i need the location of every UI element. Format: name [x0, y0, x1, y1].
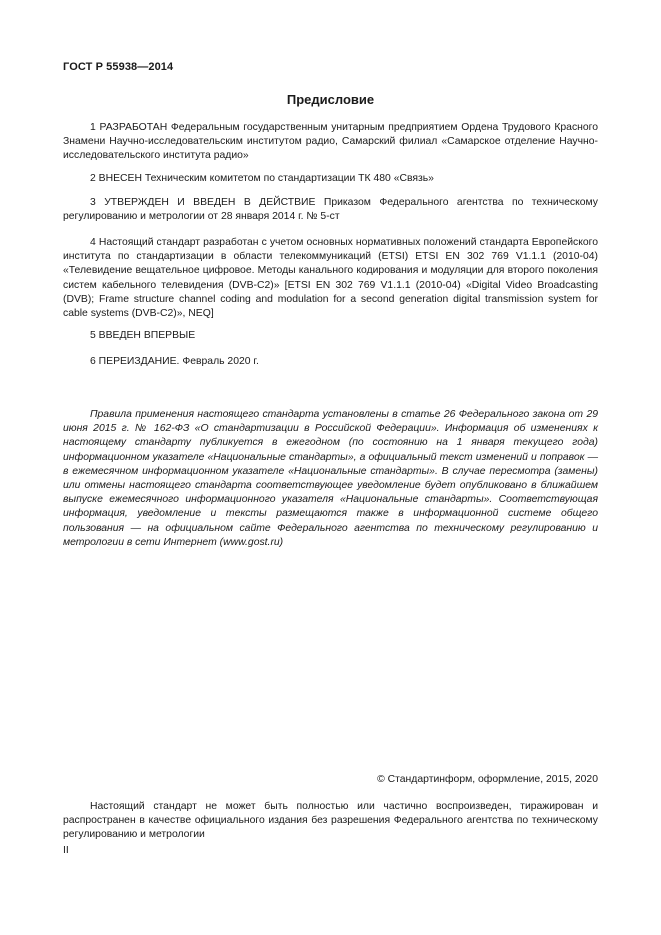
copyright-line: © Стандартинформ, оформление, 2015, 2020 — [377, 774, 598, 785]
page-number: II — [63, 845, 69, 856]
page-title: Предисловие — [286, 92, 375, 107]
paragraph-4: 4 Настоящий стандарт разработан с учетом основных нормативных положений стандарта Европейского института по стандартизации в области телекоммуникаций (ETSI) ETSI EN 302 769 V1.1.1 (2010-04) «Телевидение вещательное цифровое. Методы канального кодирования и модуляции для второго поколения систем кабельного телевидения (DVB-C2)» [ETSI EN 302 769 V1.1.1 (2010-04) «Digital Video Broadcasting (DVB); Frame structure channel coding and modulation for a second generation digital transmission system for cable systems (DVB-C2)», NEQ] — [63, 237, 598, 320]
paragraph-2: 2 ВНЕСЕН Техническим комитетом по стандартизации ТК 480 «Связь» — [90, 173, 434, 184]
standard-code-header: ГОСТ Р 55938—2014 — [63, 61, 174, 73]
paragraph-5: 5 ВВЕДЕН ВПЕРВЫЕ — [90, 330, 196, 341]
reproduction-notice: Настоящий стандарт не может быть полностью или частично воспроизведен, тиражирован и распространен в качестве официального издания без разрешения Федерального агентства по техническому регулированию и метрологии — [63, 801, 598, 841]
paragraph-6: 6 ПЕРЕИЗДАНИЕ. Февраль 2020 г. — [90, 356, 259, 367]
paragraph-3: 3 УТВЕРЖДЕН И ВВЕДЕН В ДЕЙСТВИЕ Приказом Федерального агентства по техническому регулированию и метрологии от 28 января 2014 г. № 5-ст — [63, 197, 598, 223]
paragraph-1: 1 РАЗРАБОТАН Федеральным государственным унитарным предприятием Ордена Трудового Красного Знамени Научно-исследовательским институтом радио, Самарский филиал «Самарское отделение Научно-исследовательского института радио» — [63, 122, 598, 162]
application-rules-notice: Правила применения настоящего стандарта установлены в статье 26 Федерального закона от 29 июня 2015 г. № 162-ФЗ «О стандартизации в Российской Федерации». Информация об изменениях к настоящему стандарту публикуется в ежегодном (по состоянию на 1 января текущего года) информационном указателе «Национальные стандарты», а официальный текст изменений и поправок — в ежемесячном информационном указателе «Национальные стандарты». В случае пересмотра (замены) или отмены настоящего стандарта соответствующее уведомление будет опубликовано в ближайшем выпуске ежемесячного информационного указателя «Национальные стандарты». Соответствующая информация, уведомление и тексты размещаются также в информационной системе общего пользования — на официальном сайте Федерального агентства по техническому регулированию и метрологии в сети Интернет (www.gost.ru) — [63, 409, 598, 548]
